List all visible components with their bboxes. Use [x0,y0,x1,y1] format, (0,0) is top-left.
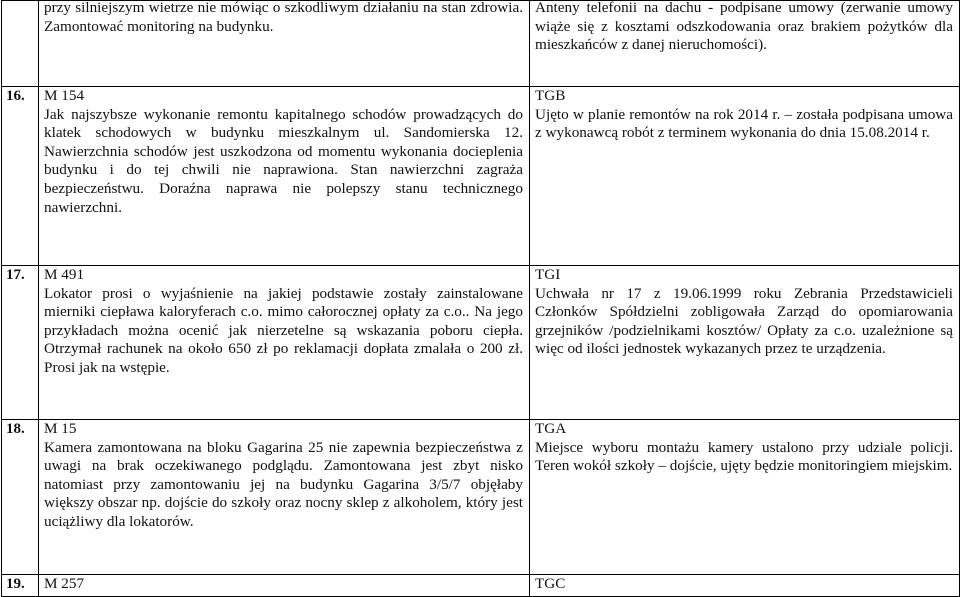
row-number: 18. [2,420,39,575]
complaint-code: M 491 [44,266,85,283]
response-cell [530,266,960,420]
response-code: TGA [535,420,567,437]
response-code: TGB [535,87,566,104]
table-row [2,266,960,420]
response-text: Ujęto w planie remontów na rok 2014 r. – została podpisana umowa z wykonawcą robót z terminem wykonania do dnia 15.08.2014 r. [535,105,953,142]
table-row [2,420,960,575]
complaint-cell [39,575,530,597]
complaint-cell [39,1,530,87]
response-code: TGC [535,575,566,592]
response-cell [530,575,960,597]
complaint-text: Lokator prosi o wyjaśnienie na jakiej podstawie zostały zainstalowane mierniki ciepława kaloryferach c.o. mimo całorocznej opłaty za c.o.. Na jego przykładach można ocenić jak nierzetelne są wskazania poboru ciepła. Otrzymał rachunek na około 650 zł po reklamacji dopłata zmalała o 200 zł. Prosi jak na wstępie. [44,284,523,376]
row-number: 19. [2,575,39,597]
complaint-cell [39,266,530,420]
complaint-code: M 257 [44,575,85,592]
complaint-code: M 154 [44,87,85,104]
complaint-text: Jak najszybsze wykonanie remontu kapitalnego schodów prowadzących do klatek schodowych w budynku mieszkalnym ul. Sandomierska 12. Nawierzchnia schodów jest uszkodzona od momentu wykonania docieplenia budynku i do tej chwili nie naprawiona. Stan nawierzchni zagraża bezpieczeństwu. Doraźna naprawa nie polepszy stanu technicznego nawierzchni. [44,105,523,216]
complaint-cell [39,87,530,266]
complaint-code: M 15 [44,420,77,437]
complaint-text: Kamera zamontowana na bloku Gagarina 25 nie zapewnia bezpieczeństwa z uwagi na brak oczekiwanego podglądu. Zamontowana jest zbyt nisko natomiast przy zamontowaniu jej na budynku Gagarina 3/5/7 objęłaby większy obszar np. dojście do szkoły oraz nocny sklep z alkoholem, który jest uciążliwy dla lokatorów. [44,438,523,530]
complaint-cell [39,420,530,575]
table-row [2,87,960,266]
response-code: TGI [535,266,561,283]
complaint-text: przy silniejszym wietrze nie mówiąc o szkodliwym działaniu na stan zdrowia. Zamontować monitoring na budynku. [44,0,523,35]
table-row [2,575,960,597]
row-number [2,1,39,87]
response-text: Anteny telefonii na dachu - podpisane umowy (zerwanie umowy wiąże się z kosztami odszkodowania oraz brakiem pożytków dla mieszkańców z danej nieruchomości). [535,0,953,54]
complaints-table [1,0,960,597]
response-cell [530,420,960,575]
response-cell [530,87,960,266]
table-row [2,1,960,87]
response-text: Uchwała nr 17 z 19.06.1999 roku Zebrania Przedstawicieli Członków Spółdzielni zobligowała Zarząd do opomiarowania grzejników /podzielnikami kosztów/ Opłaty za c.o. uzależnione są więc od ilości jednostek wykazanych przez te urządzenia. [535,284,953,358]
row-number: 16. [2,87,39,266]
response-text: Miejsce wyboru montażu kamery ustalono przy udziale policji. Teren wokół szkoły – dojście, ujęty będzie monitoringiem miejskim. [535,438,953,475]
row-number: 17. [2,266,39,420]
response-cell [530,1,960,87]
